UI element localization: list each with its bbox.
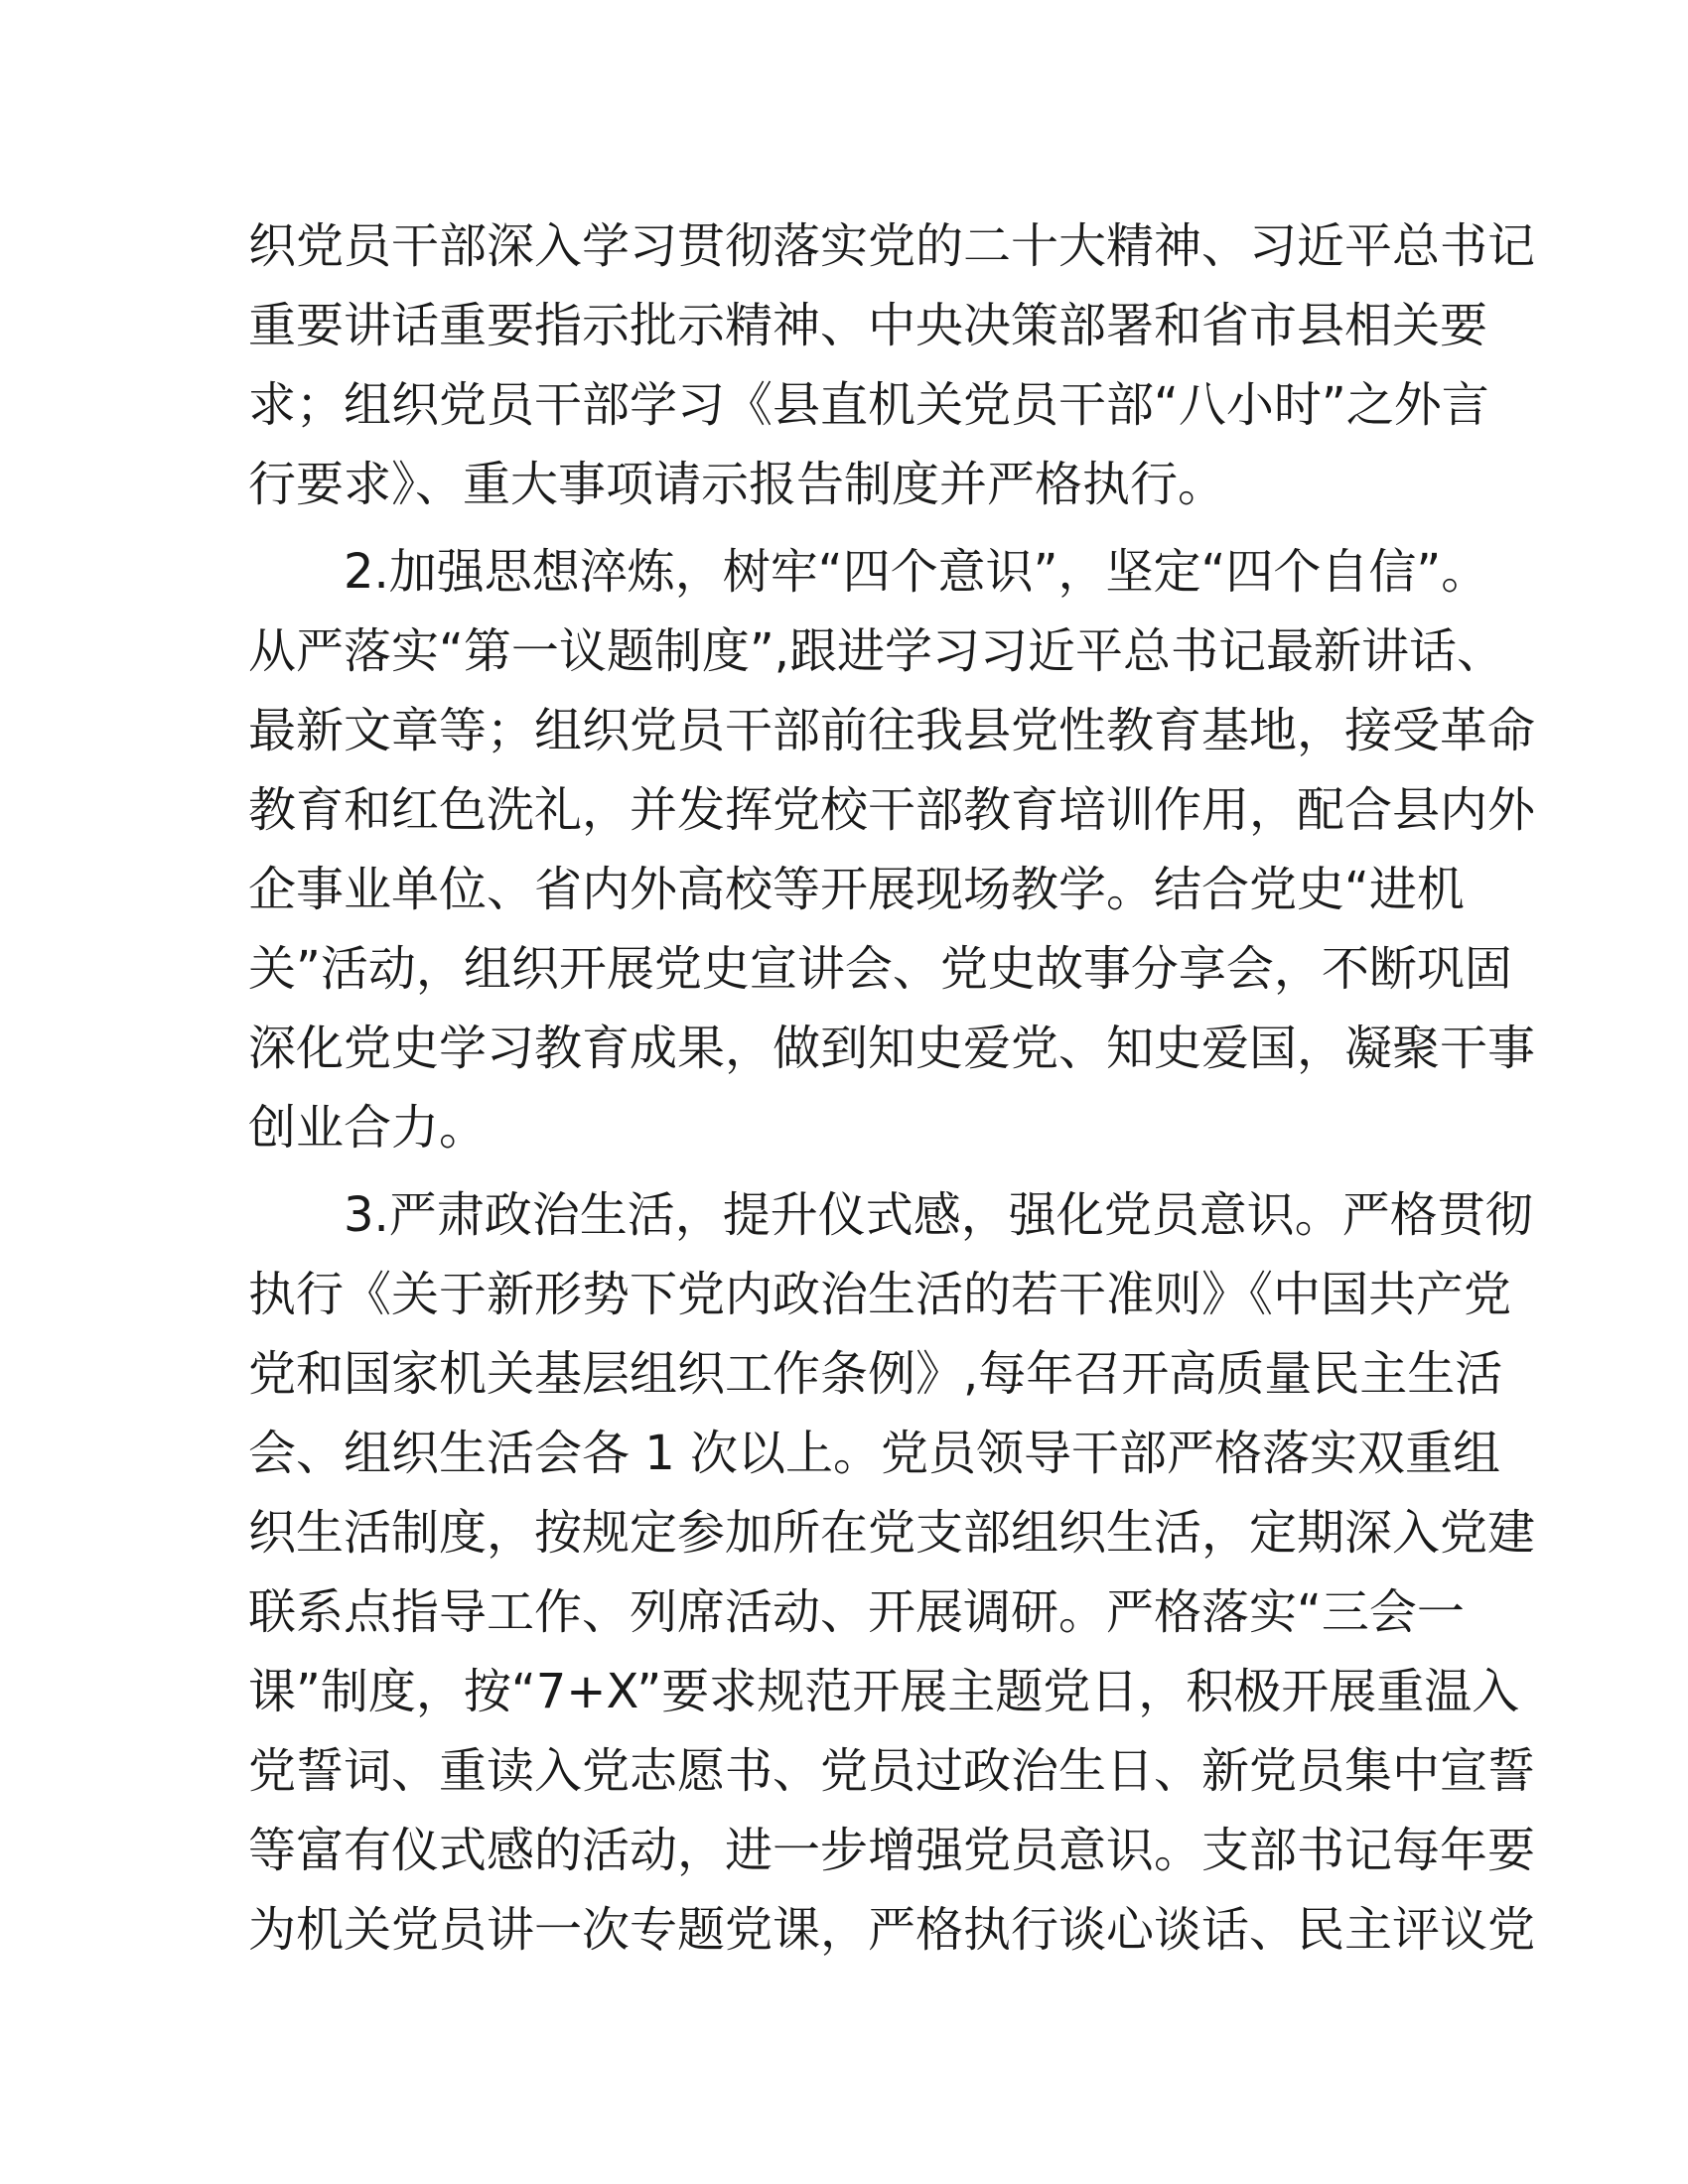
text-line: 联系点指导工作、列席活动、开展调研。严格落实“三会一 — [248, 1584, 1465, 1640]
text-line: 行要求》、重大事项请示报告制度并严格执行。 — [248, 457, 1226, 512]
text-line: 从严落实“第一议题制度”,跟进学习习近平总书记最新讲话、 — [248, 623, 1504, 679]
text-line: 等富有仪式感的活动，进一步增强党员意识。支部书记每年要 — [248, 1823, 1536, 1878]
paragraph-item-2 — [248, 532, 1536, 1167]
text-line: 执行《关于新形势下党内政治生活的若干准则》《中国共产党 — [248, 1267, 1512, 1322]
paragraph-item-3 — [248, 1175, 1536, 1970]
text-line: 党和国家机关基层组织工作条例》,每年召开高质量民主生活 — [248, 1346, 1503, 1402]
text-line: 重要讲话重要指示批示精神、中央决策部署和省市县相关要 — [248, 298, 1488, 353]
text-line: 2.加强思想淬炼，树牢“四个意识”，坚定“四个自信”。 — [344, 544, 1489, 600]
text-line: 深化党史学习教育成果，做到知史爱党、知史爱国，凝聚干事 — [248, 1021, 1536, 1076]
text-line: 课”制度，按“7+X”要求规范开展主题党日，积极开展重温入 — [248, 1664, 1520, 1719]
document-page — [248, 206, 1536, 1970]
text-line: 关”活动，组织开展党史宣讲会、党史故事分享会，不断巩固 — [248, 941, 1512, 997]
text-line: 织生活制度，按规定参加所在党支部组织生活，定期深入党建 — [248, 1505, 1536, 1561]
text-line: 3.严肃政治生活，提升仪式感，强化党员意识。严格贯彻 — [344, 1187, 1533, 1243]
text-line: 织党员干部深入学习贯彻落实党的二十大精神、习近平总书记 — [248, 218, 1536, 274]
text-line: 党誓词、重读入党志愿书、党员过政治生日、新党员集中宣誓 — [248, 1743, 1536, 1799]
text-line: 最新文章等；组织党员干部前往我县党性教育基地，接受革命 — [248, 703, 1536, 758]
text-line: 求；组织党员干部学习《县直机关党员干部“八小时”之外言 — [248, 377, 1489, 433]
text-line: 创业合力。 — [248, 1100, 488, 1156]
text-line: 企事业单位、省内外高校等开展现场教学。结合党史“进机 — [248, 862, 1465, 917]
paragraph-continuation — [248, 206, 1536, 524]
text-line: 会、组织生活会各 1 次以上。党员领导干部严格落实双重组 — [248, 1426, 1501, 1481]
text-line: 教育和红色洗礼，并发挥党校干部教育培训作用，配合县内外 — [248, 782, 1536, 838]
text-line: 为机关党员讲一次专题党课，严格执行谈心谈话、民主评议党 — [248, 1902, 1536, 1958]
